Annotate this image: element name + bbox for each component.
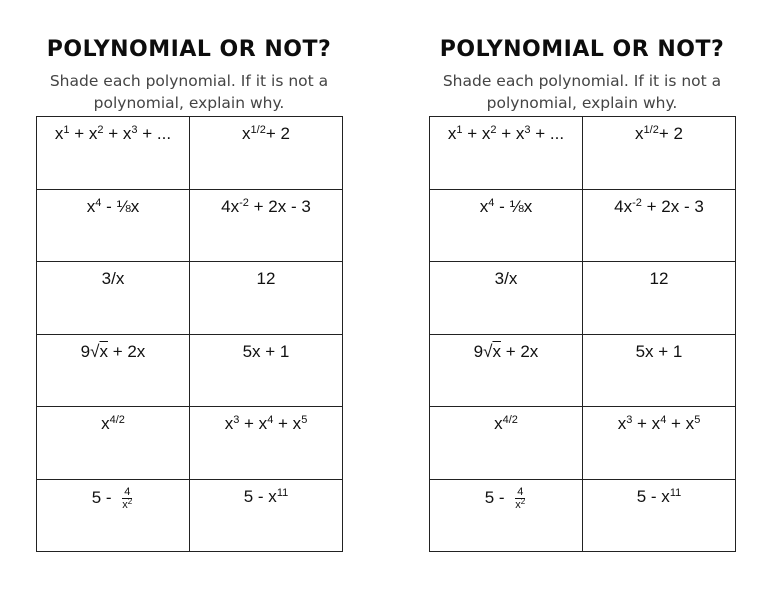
expression-cell-5-minus-x11[interactable]: $5 - x^{11}$ <box>190 480 343 553</box>
fraction: $\frac{4}{x^2}$ <box>122 485 133 511</box>
expression-cell-x-four-halves[interactable]: $x^{4/2}$ <box>37 407 190 480</box>
expression-cell-x-four-halves[interactable]: $x^{4/2}$ <box>430 407 583 480</box>
expression-cell-x4-minus-eighth-x[interactable]: $x^4$ - ⅛x <box>37 190 190 263</box>
expression-cell-3-over-x[interactable]: 3/x <box>37 262 190 335</box>
worksheet-card-right <box>429 36 735 552</box>
expression-cell-negative-exponent[interactable]: $4x^{-2} + 2x - 3$ <box>583 190 736 263</box>
card-title: POLYNOMIAL OR NOT? <box>439 37 725 62</box>
expression-cell-5-minus-fraction[interactable]: 5 - $\frac{4}{x^2}$ <box>37 480 190 553</box>
expression-cell-negative-exponent[interactable]: $4x^{-2} + 2x - 3$ <box>190 190 343 263</box>
expression-cell-fractional-exponent[interactable]: $x^{1/2}+ 2$ <box>583 117 736 190</box>
card-title: POLYNOMIAL OR NOT? <box>46 37 332 62</box>
expression-cell-fractional-exponent[interactable]: $x^{1/2}+ 2$ <box>190 117 343 190</box>
worksheet-card-left <box>36 36 342 552</box>
expression-grid <box>36 116 343 552</box>
expression-cell-x4-minus-eighth-x[interactable]: $x^4$ - ⅛x <box>430 190 583 263</box>
expression-cell-square-root[interactable]: 9√x + 2x <box>37 335 190 408</box>
subtitle-line: polynomial, explain why. <box>486 94 678 112</box>
fraction: $\frac{4}{x^2}$ <box>515 485 526 511</box>
expression-cell-constant-12[interactable]: 12 <box>583 262 736 335</box>
expression-cell-x3-x4-x5[interactable]: $x^3 + x^4 + x^5$ <box>190 407 343 480</box>
expression-cell-5x-plus-1[interactable]: 5x + 1 <box>190 335 343 408</box>
card-subtitle <box>429 70 735 116</box>
expression-cell-infinite-series[interactable]: $x^1 + x^2 + x^3$ + ... <box>37 117 190 190</box>
expression-cell-5x-plus-1[interactable]: 5x + 1 <box>583 335 736 408</box>
subtitle-line: polynomial, explain why. <box>93 94 285 112</box>
expression-cell-5-minus-x11[interactable]: $5 - x^{11}$ <box>583 480 736 553</box>
expression-cell-infinite-series[interactable]: $x^1 + x^2 + x^3$ + ... <box>430 117 583 190</box>
expression-cell-square-root[interactable]: 9√x + 2x <box>430 335 583 408</box>
expression-cell-5-minus-fraction[interactable]: 5 - $\frac{4}{x^2}$ <box>430 480 583 553</box>
expression-cell-3-over-x[interactable]: 3/x <box>430 262 583 335</box>
expression-cell-x3-x4-x5[interactable]: $x^3 + x^4 + x^5$ <box>583 407 736 480</box>
card-subtitle <box>36 70 342 116</box>
subtitle-line: Shade each polynomial. If it is not a <box>442 72 722 90</box>
subtitle-line: Shade each polynomial. If it is not a <box>49 72 329 90</box>
expression-grid <box>429 116 736 552</box>
expression-cell-constant-12[interactable]: 12 <box>190 262 343 335</box>
